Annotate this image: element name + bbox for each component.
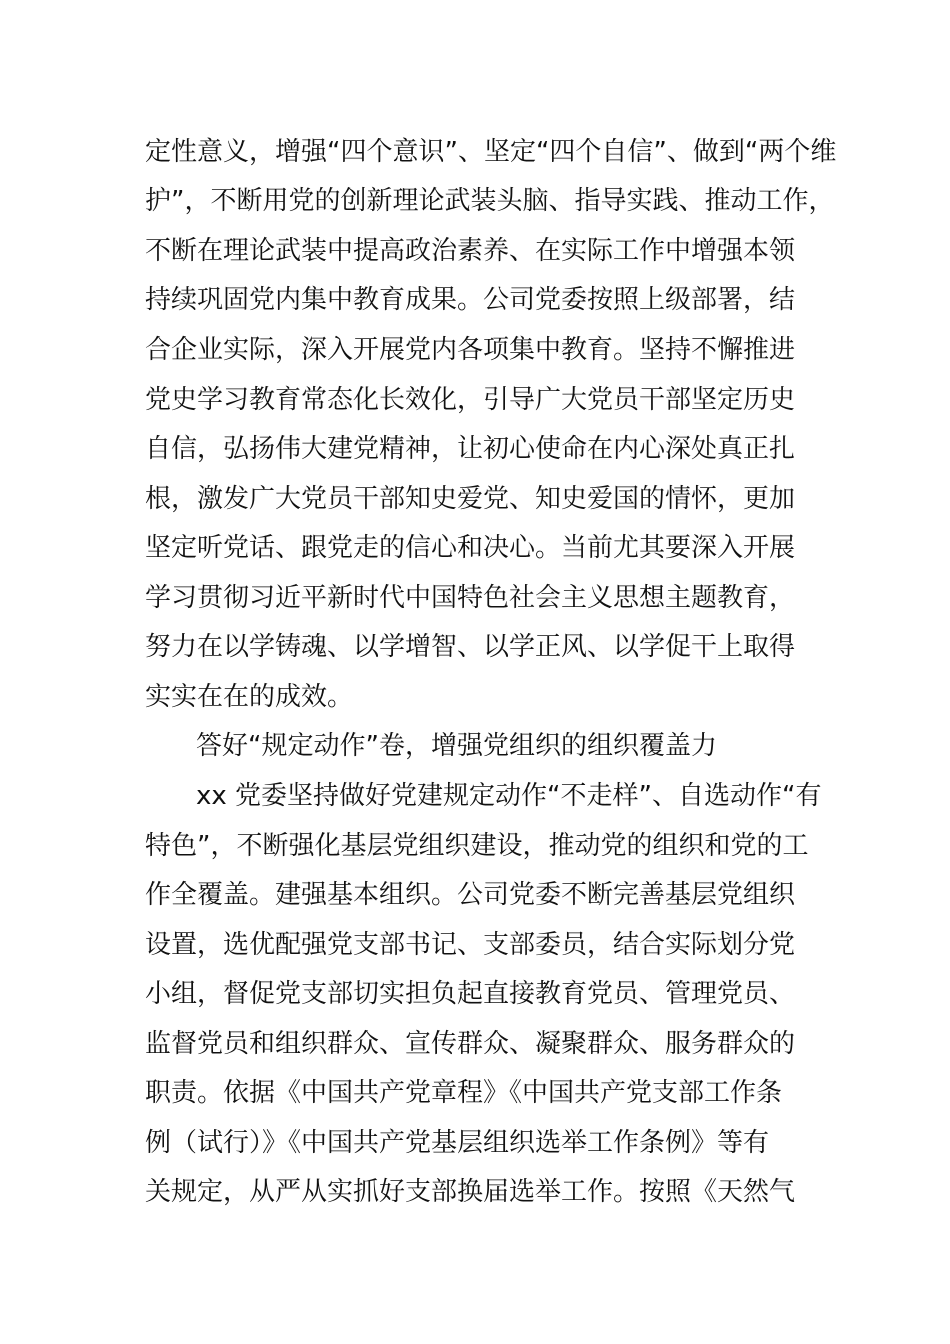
text-line: 学习贯彻习近平新时代中国特色社会主义思想主题教育，: [145, 583, 796, 613]
section-heading: 答好“规定动作”卷，增强党组织的组织覆盖力: [196, 731, 717, 761]
text-line: 职责。依据《中国共产党章程》《中国共产党支部工作条: [145, 1078, 783, 1108]
text-line: 特色”，不断强化基层党组织建设，推动党的组织和党的工: [145, 831, 809, 861]
text-line: 护”，不断用党的创新理论武装头脑、指导实践、推动工作，: [145, 186, 835, 216]
text-line: 不断在理论武装中提高政治素养、在实际工作中增强本领: [145, 236, 796, 266]
text-line: 关规定，从严从实抓好支部换届选举工作。按照《天然气: [145, 1177, 796, 1207]
text-line: xx 党委坚持做好党建规定动作“不走样”、自选动作“有: [196, 781, 822, 811]
text-line: 作全覆盖。建强基本组织。公司党委不断完善基层党组织: [145, 880, 796, 910]
text-line: 自信，弘扬伟大建党精神，让初心使命在内心深处真正扎: [145, 434, 796, 464]
text-line: 努力在以学铸魂、以学增智、以学正风、以学促干上取得: [145, 632, 796, 662]
text-line: 实实在在的成效。: [145, 682, 354, 712]
text-line: 设置，选优配强党支部书记、支部委员，结合实际划分党: [145, 930, 796, 960]
text-line: 坚定听党话、跟党走的信心和决心。当前尤其要深入开展: [145, 533, 796, 563]
text-line: 监督党员和组织群众、宣传群众、凝聚群众、服务群众的: [145, 1029, 796, 1059]
text-line: 合企业实际，深入开展党内各项集中教育。坚持不懈推进: [145, 335, 796, 365]
text-line: 例（试行）》《中国共产党基层组织选举工作条例》等有: [145, 1128, 770, 1158]
text-line: 小组，督促党支部切实担负起直接教育党员、管理党员、: [145, 979, 796, 1009]
text-line: 党史学习教育常态化长效化，引导广大党员干部坚定历史: [145, 385, 796, 415]
text-line: 持续巩固党内集中教育成果。公司党委按照上级部署，结: [145, 285, 796, 315]
text-line: 根，激发广大党员干部知史爱党、知史爱国的情怀，更加: [145, 484, 796, 514]
text-line: 定性意义，增强“四个意识”、坚定“四个自信”、做到“两个维: [145, 137, 837, 167]
